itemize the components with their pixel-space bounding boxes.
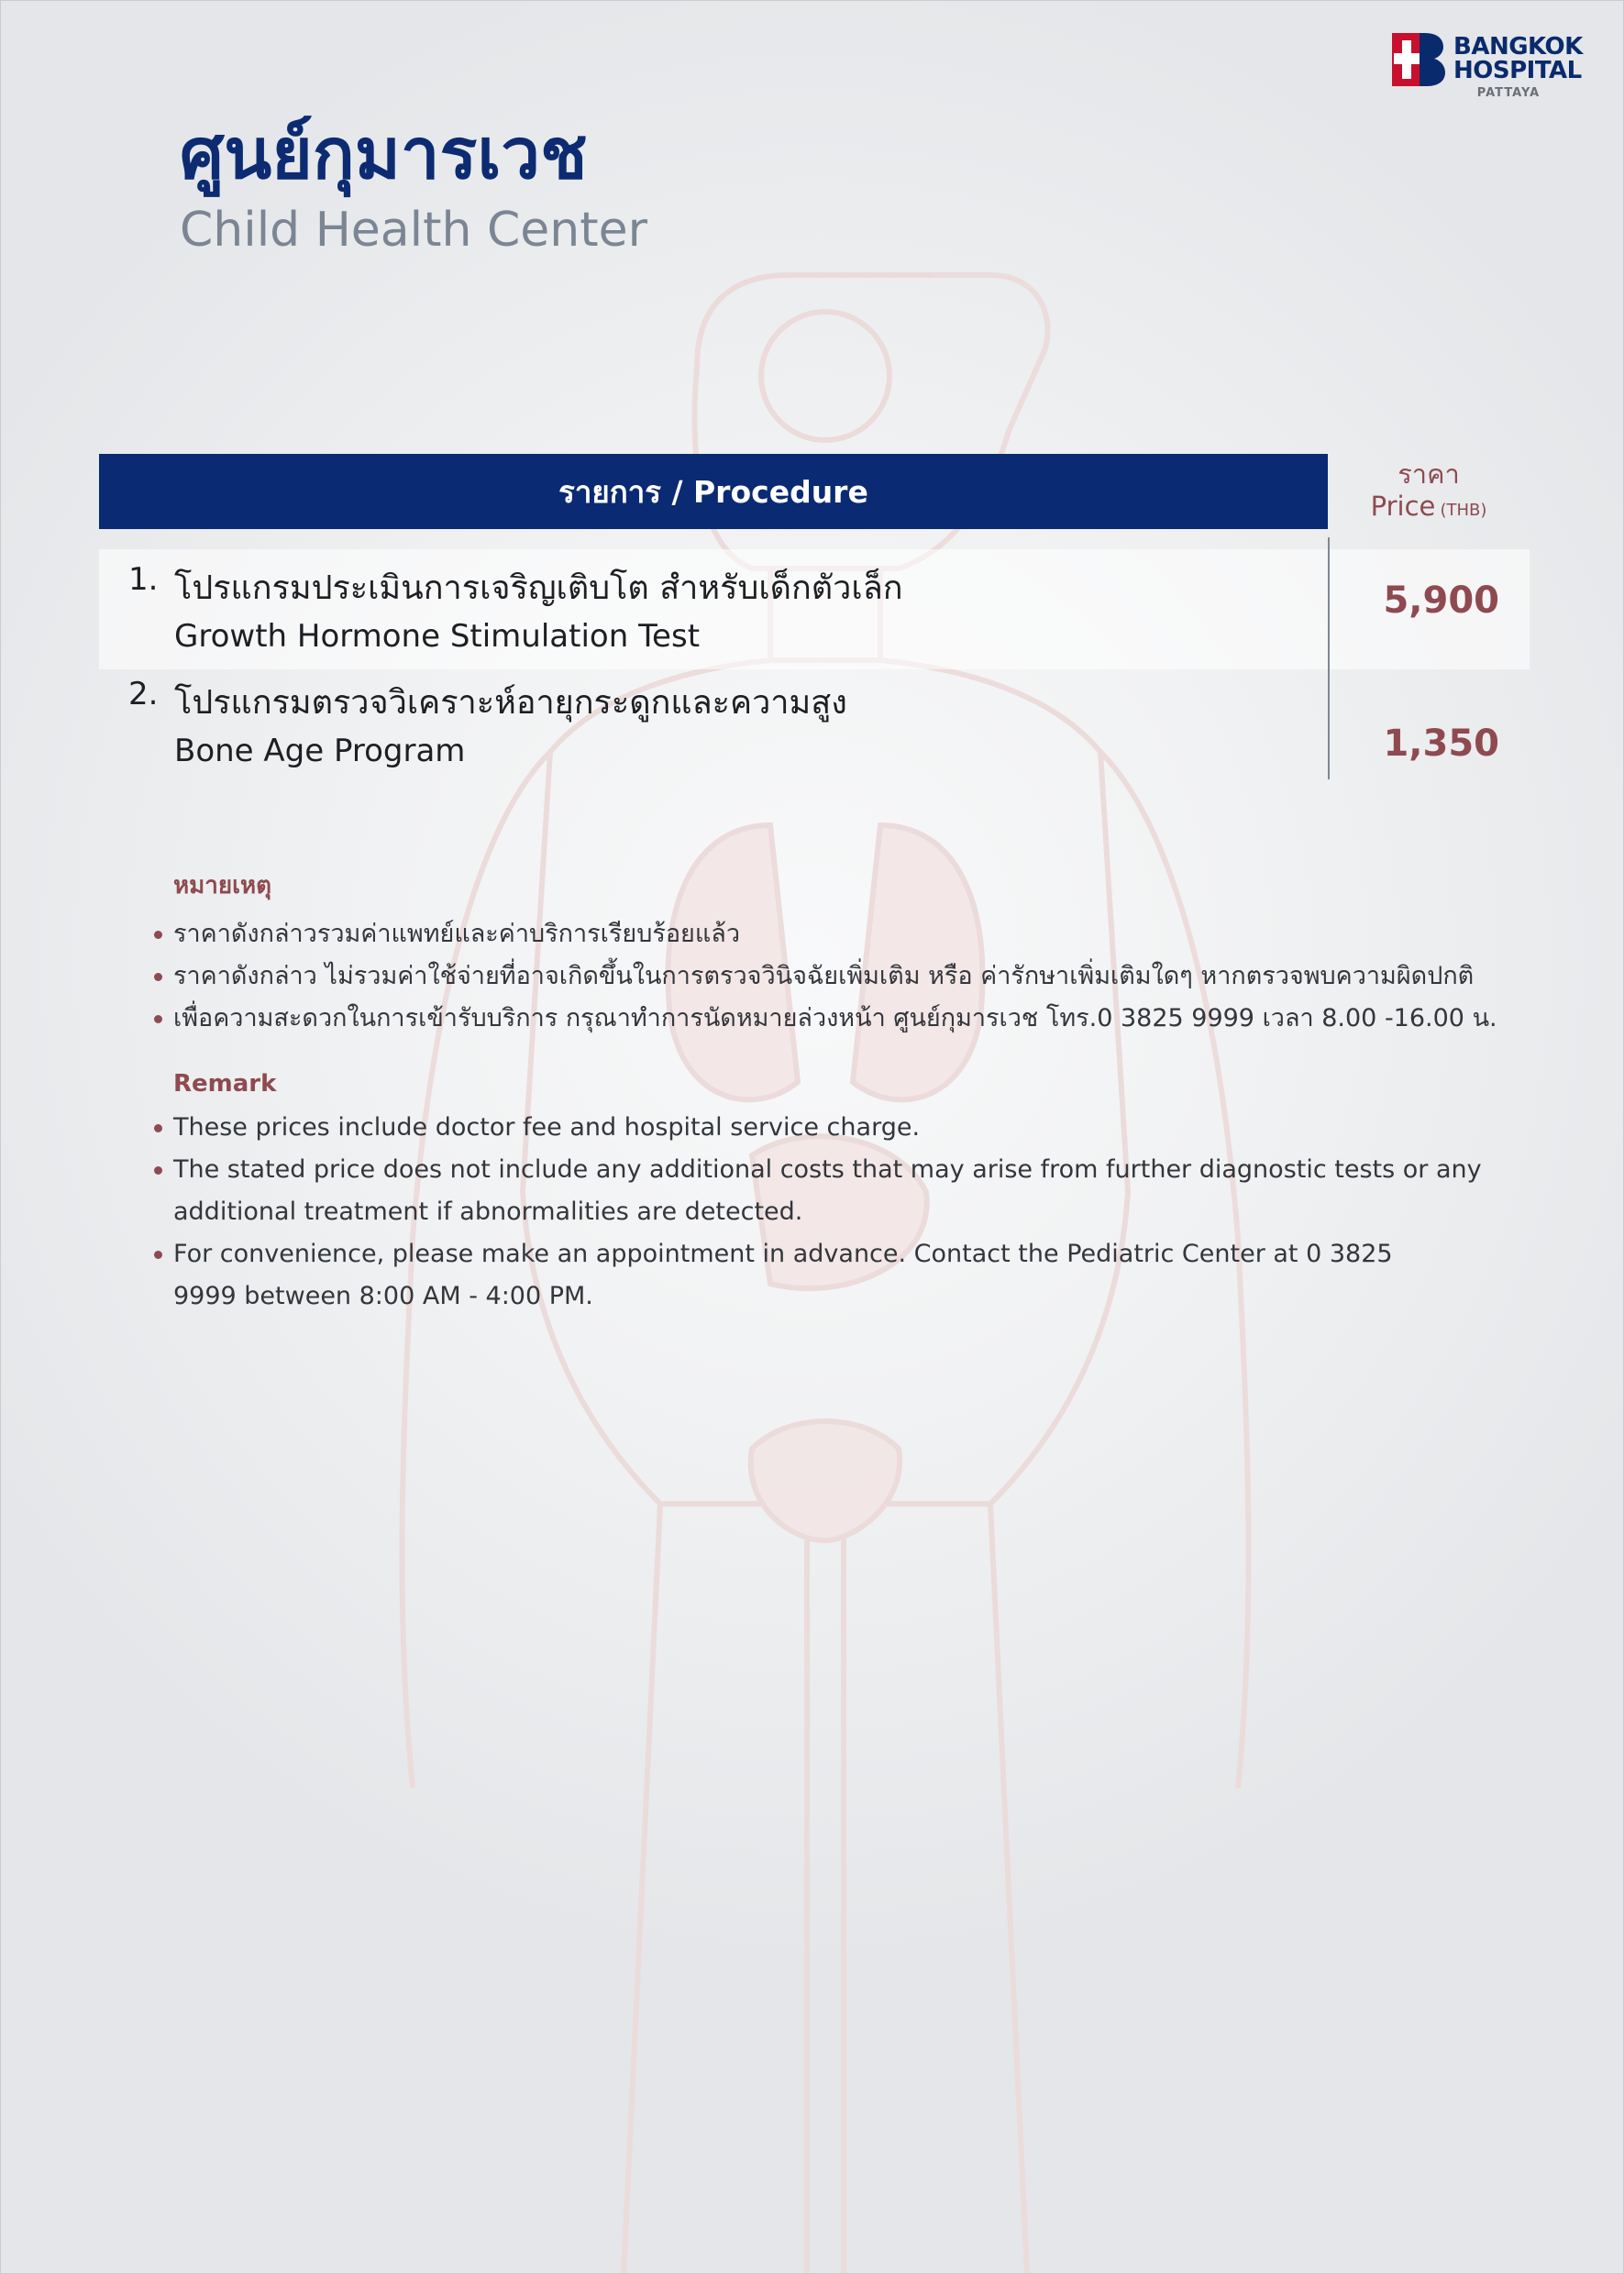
bullet-icon <box>154 931 162 939</box>
price-column-header <box>1328 458 1530 523</box>
bullet-icon <box>154 1124 162 1132</box>
procedure-header-label: รายการ / Procedure <box>558 473 868 510</box>
note-item <box>147 913 1549 955</box>
procedure-name-thai: โปรแกรมประเมินการเจริญเติบโต สำหรับเด็กตัวเล็ก <box>174 569 903 607</box>
bangkok-hospital-logo <box>1392 31 1594 105</box>
column-divider <box>1328 537 1330 779</box>
logo-line1: BANGKOK <box>1453 33 1583 61</box>
note-text: ราคาดังกล่าว ไม่รวมค่าใช้จ่ายที่อาจเกิดขึ้นในการตรวจวินิจฉัยเพิ่มเติม หรือ ค่ารักษาเพิ่มเติมใดๆ หากตรวจพบความผิดปกติ <box>173 962 1475 990</box>
page-title-thai: ศูนย์กุมารเวช <box>180 113 588 194</box>
note-item <box>147 1233 1393 1318</box>
note-item <box>147 998 1549 1040</box>
logo-subtitle: PATTAYA <box>1476 86 1541 100</box>
note-text: ราคาดังกล่าวรวมค่าแพทย์และค่าบริการเรียบร้อยแล้ว <box>173 920 740 948</box>
note-item <box>147 955 1549 998</box>
logo-line2: HOSPITAL <box>1453 57 1582 84</box>
notes-heading-thai: หมายเหตุ <box>173 872 272 900</box>
price-header-thai: ราคา <box>1398 458 1460 490</box>
bullet-icon <box>154 1166 162 1175</box>
bullet-icon <box>154 1251 162 1259</box>
procedure-name-english: Bone Age Program <box>174 733 466 769</box>
remark-heading: Remark <box>173 1070 277 1098</box>
bullet-icon <box>154 973 162 981</box>
row-number: 2. <box>128 676 159 712</box>
note-item <box>147 1149 1530 1233</box>
row-number: 1. <box>128 561 159 598</box>
note-text: These prices include doctor fee and hospital service charge. <box>173 1113 921 1142</box>
note-text: For convenience, please make an appointment in advance. Contact the Pediatric Center at 0 3825 9999 between 8:00 AM - 4:00 PM. <box>173 1240 1393 1310</box>
procedure-name-thai: โปรแกรมตรวจวิเคราะห์อายุกระดูกและความสูง <box>174 684 847 722</box>
price-header-english: Price <box>1370 490 1436 522</box>
notes-thai <box>147 867 1549 1040</box>
note-text: เพื่อความสะดวกในการเข้ารับบริการ กรุณาทำการนัดหมายล่วงหน้า ศูนย์กุมารเวช โทร.0 3825 9999 เวลา 8.00 -16.00 น. <box>173 1004 1497 1032</box>
table-row <box>128 676 1311 786</box>
price-unit: (THB) <box>1440 500 1487 520</box>
procedure-name-english: Growth Hormone Stimulation Test <box>174 618 701 655</box>
procedure-price: 5,900 <box>1383 580 1499 622</box>
table-row <box>128 561 1311 671</box>
procedure-column-header <box>99 454 1328 529</box>
notes-english <box>147 1070 1549 1318</box>
procedure-price: 1,350 <box>1383 723 1499 765</box>
note-item <box>147 1107 1549 1149</box>
bullet-icon <box>154 1015 162 1023</box>
note-text: The stated price does not include any additional costs that may arise from further diagnostic tests or any additional treatment if abnormalities are detected. <box>173 1155 1482 1226</box>
page-title-english: Child Health Center <box>180 203 647 258</box>
hospital-cross-logo-icon <box>1392 33 1445 86</box>
